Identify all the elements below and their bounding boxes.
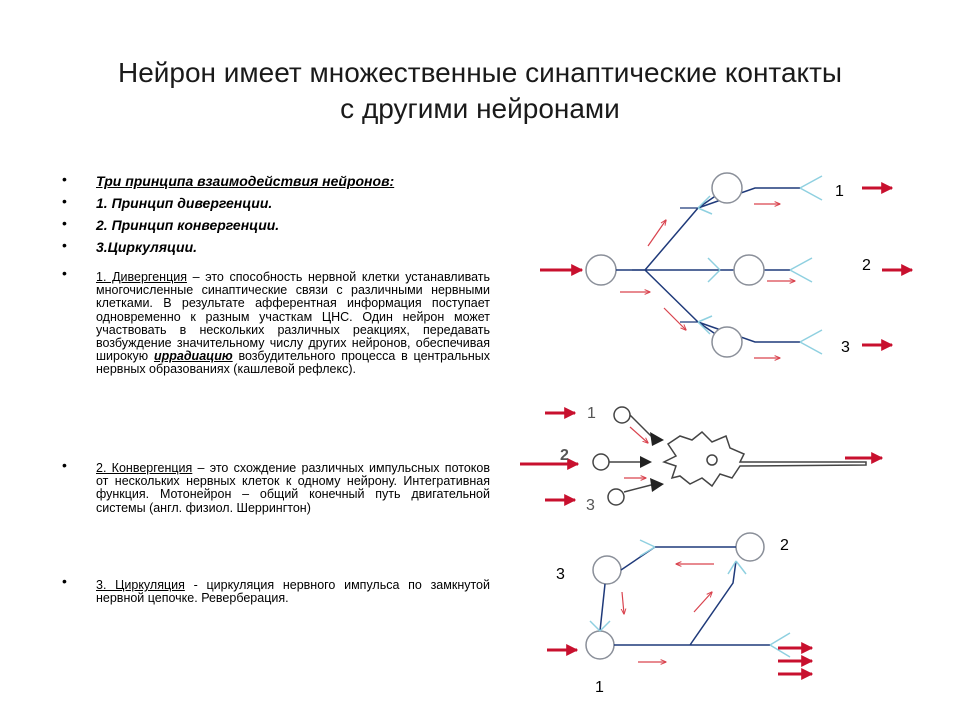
output-endings [790, 176, 822, 354]
bullet-marker: • [62, 265, 67, 281]
convergence-paragraph [96, 462, 490, 515]
neuron-body [586, 255, 616, 285]
circulation-label-2: 2 [780, 537, 789, 554]
circuit-axons [600, 547, 770, 645]
convergence-term: 2. Конвергенция [96, 461, 193, 475]
bullet-marker: • [62, 193, 67, 209]
input-neuron-3 [608, 489, 624, 505]
circulation-text: - циркуляция нервного импульса по замкнутой нервной цепочке. Реверберация. [96, 578, 490, 606]
divergence-label-1: 1 [835, 183, 844, 200]
convergence-label-1: 1 [587, 405, 596, 422]
input-neuron-1 [614, 407, 630, 423]
title-line-2: с другими нейронами [340, 93, 620, 124]
circulation-paragraph [96, 579, 490, 605]
circuit-neuron-2 [736, 533, 764, 561]
divergence-term: 1. Дивергенция [96, 270, 187, 284]
divergence-emphasis: иррадиацию [153, 349, 233, 364]
bullet-marker: • [62, 215, 67, 231]
principle-circulation: 3.Циркуляции. [96, 239, 198, 255]
circuit-neuron-1 [586, 631, 614, 659]
convergence-neuron-body [664, 432, 866, 486]
divergence-text-b: возбудительного процесса в центральных нервных образованиях (кашлевой рефлекс). [96, 349, 491, 377]
divergence-text-a: – это способность нервной клетки устанавливать многочисленные синаптические связи с различными нервными клетками. В результате афферентная информация поступает одновременно к разным участкам ЦНС. Один нейрон может участвовать в нескольких различных реакциях, передавать возбуждение значительному числу других нейронов, обеспечивая широкую [96, 270, 490, 364]
title-line-1: Нейрон имеет множественные синаптические контакты [117, 57, 843, 88]
target-neuron-3 [712, 327, 742, 357]
input-neuron-2 [593, 454, 609, 470]
axon-branches [616, 188, 800, 342]
principle-divergence: 1. Принцип дивергенции. [96, 195, 273, 211]
bullet-marker: • [62, 171, 67, 187]
target-neuron-1 [712, 173, 742, 203]
convergence-text: – это схождение различных импульсных потоков от нескольких нервных клеток к одному нейрону. Интегративная функция. Мотонейрон – общий конечный путь двигательной системы (англ. физиол. Шеррингтон) [96, 461, 490, 515]
circulation-term: 3. Циркуляция [96, 578, 185, 592]
bullet-marker: • [62, 573, 67, 589]
divergence-paragraph [96, 271, 490, 377]
divergence-label-2: 2 [862, 257, 871, 274]
bullet-marker: • [62, 237, 67, 253]
slide-title [40, 55, 920, 127]
synaptic-endings [698, 196, 720, 334]
convergence-label-3: 3 [586, 497, 595, 514]
target-neuron-2 [734, 255, 764, 285]
principle-convergence: 2. Принцип конвергенции. [96, 217, 280, 233]
circulation-diagram [547, 533, 812, 696]
bullet-marker: • [62, 457, 67, 473]
neuron-diagrams [500, 160, 940, 720]
circuit-neuron-3 [593, 556, 621, 584]
convergence-label-2: 2 [560, 447, 569, 464]
circulation-label-3: 3 [556, 566, 565, 583]
divergence-diagram [540, 173, 912, 358]
principles-heading: Три принципа взаимодействия нейронов: [96, 173, 395, 189]
divergence-label-3: 3 [841, 339, 850, 356]
circulation-label-1: 1 [595, 679, 604, 696]
convergence-diagram [520, 405, 882, 514]
